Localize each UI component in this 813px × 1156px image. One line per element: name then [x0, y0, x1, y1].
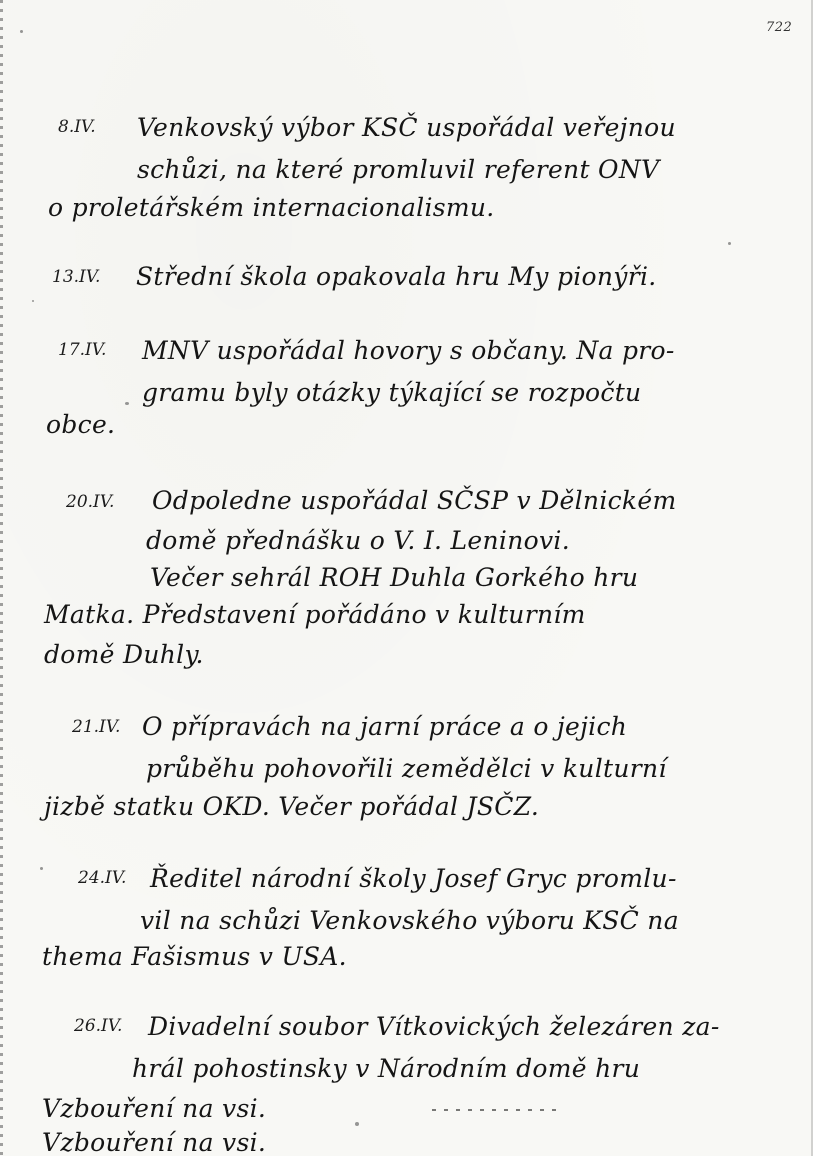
scan-speck [20, 30, 23, 33]
entry-date: 21.IV. [72, 717, 121, 737]
entry-line: Odpoledne uspořádal SČSP v Dělnickém [152, 486, 677, 515]
entry-line: domě Duhly. [44, 640, 204, 669]
entry-date: 26.IV. [74, 1016, 123, 1036]
entry-line: Ředitel národní školy Josef Gryc promlu- [150, 864, 677, 893]
entry-line: O přípravách na jarní práce a o jejich [142, 712, 628, 741]
page-number: 722 [766, 20, 793, 35]
entry-line: thema Fašismus v USA. [42, 942, 347, 971]
scan-speck [728, 242, 731, 245]
scan-left-edge [0, 0, 3, 1156]
entry-date: 8.IV. [58, 117, 96, 137]
entry-line: o proletářském internacionalismu. [48, 193, 495, 222]
scan-speck [32, 300, 34, 302]
entry-line: vil na schůzi Venkovského výboru KSČ na [140, 906, 679, 935]
strike-dashes [432, 1109, 562, 1111]
scan-speck [40, 867, 43, 870]
entry-line: hrál pohostinsky v Národním domě hru [132, 1054, 641, 1083]
scan-speck [355, 1122, 359, 1126]
entry-line: Střední škola opakovala hru My pionýři. [136, 262, 657, 291]
entry-date: 24.IV. [78, 868, 127, 888]
entry-date: 17.IV. [58, 340, 107, 360]
entry-date: 20.IV. [66, 492, 115, 512]
entry-line: Matka. Představení pořádáno v kulturním [44, 600, 586, 629]
entry-line: Vzbouření na vsi. [42, 1128, 267, 1156]
entry-line: schůzi, na které promluvil referent ONV [137, 155, 660, 184]
entry-line: Venkovský výbor KSČ uspořádal veřejnou [137, 113, 676, 142]
scan-speck [125, 402, 129, 405]
entry-line: Vzbouření na vsi. [42, 1094, 267, 1123]
entry-line: MNV uspořádal hovory s občany. Na pro- [142, 336, 675, 365]
entry-line: domě přednášku o V. I. Leninovi. [146, 526, 570, 555]
entry-line: Divadelní soubor Vítkovických železáren za- [148, 1012, 720, 1041]
entry-line: Večer sehrál ROH Duhla Gorkého hru [150, 563, 639, 592]
entry-line: průběhu pohovořili zemědělci v kulturní [146, 754, 667, 783]
entry-line: jizbě statku OKD. Večer pořádal JSČZ. [44, 792, 540, 821]
entry-date: 13.IV. [52, 267, 101, 287]
entry-line: obce. [46, 410, 116, 439]
entry-line: gramu byly otázky týkající se rozpočtu [142, 378, 642, 407]
